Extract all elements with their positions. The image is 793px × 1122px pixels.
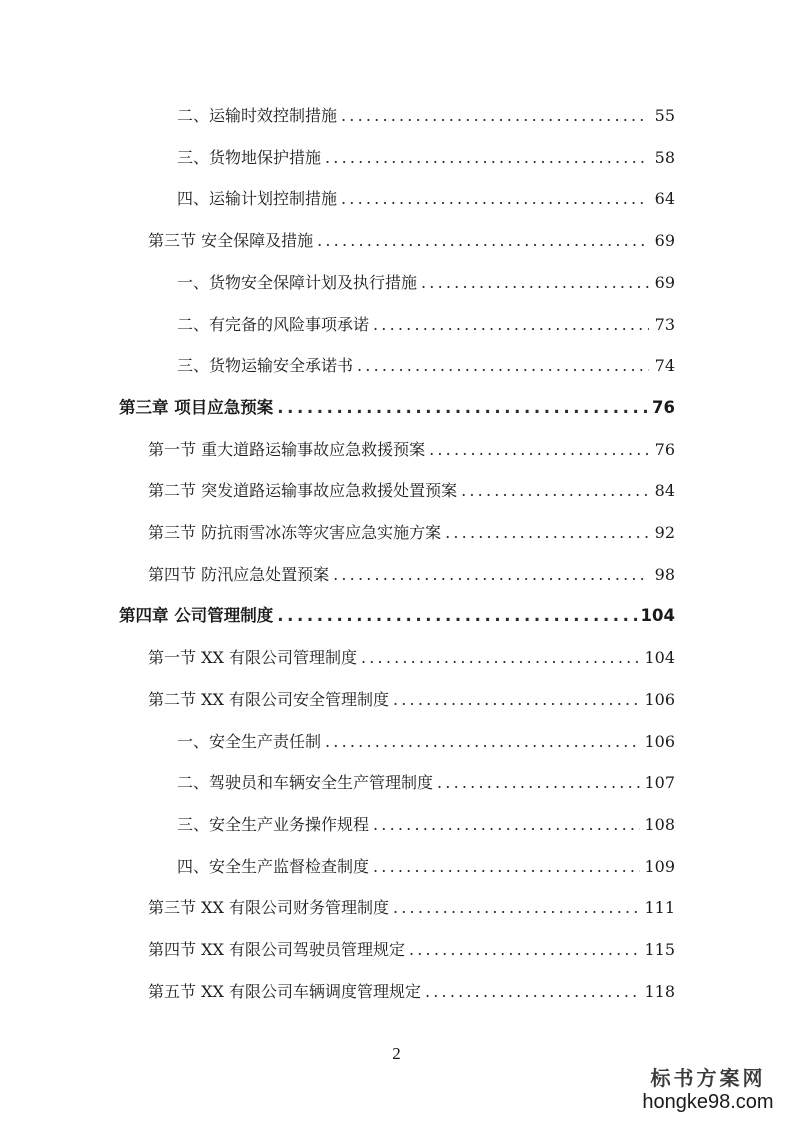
toc-dot-leader (341, 105, 649, 127)
toc-entry-page-number: 118 (644, 981, 675, 1001)
toc-subsection-entry[interactable] (177, 137, 675, 179)
toc-entry-title: 二、有完备的风险事项承诺 (177, 314, 370, 334)
toc-subsection-entry[interactable] (177, 721, 675, 763)
toc-entry-title: 第四节 防汛应急处置预案 (148, 564, 330, 584)
toc-entry-page-number: 73 (654, 314, 675, 334)
toc-entry-page-number: 106 (644, 731, 675, 751)
toc-section-entry[interactable] (148, 512, 675, 554)
toc-section-entry[interactable] (148, 220, 675, 262)
toc-entry-title: 第三节 XX 有限公司财务管理制度 (148, 898, 389, 918)
toc-entry-title: 第一节 重大道路运输事故应急救援预案 (148, 439, 426, 459)
toc-dot-leader (341, 188, 649, 210)
toc-subsection-entry[interactable] (177, 804, 675, 846)
toc-dot-leader (357, 355, 649, 377)
toc-entry-page-number: 74 (654, 356, 675, 376)
toc-entry-title: 第四章 公司管理制度 (119, 606, 274, 626)
toc-dot-leader (373, 314, 649, 336)
toc-entry-page-number: 108 (644, 814, 675, 834)
watermark-url-text: hongke98.com (642, 1091, 774, 1113)
toc-entry-title: 三、安全生产业务操作规程 (177, 814, 370, 834)
toc-entry-page-number: 69 (654, 272, 675, 292)
toc-section-entry[interactable] (148, 429, 675, 471)
toc-subsection-entry[interactable] (177, 95, 675, 137)
toc-entry-page-number: 115 (644, 940, 675, 959)
toc-section-entry[interactable] (148, 637, 675, 679)
toc-entry-page-number: 98 (654, 564, 675, 584)
toc-entry-page-number: 64 (654, 189, 675, 209)
toc-entry-title: 二、驾驶员和车辆安全生产管理制度 (177, 773, 434, 793)
toc-entry-page-number: 111 (644, 898, 675, 918)
toc-entry-page-number: 106 (644, 689, 675, 709)
toc-dot-leader (429, 439, 649, 461)
toc-dot-leader (317, 230, 649, 252)
toc-entry-page-number: 69 (654, 231, 675, 251)
toc-chapter-entry[interactable] (119, 595, 675, 637)
toc-dot-leader (333, 564, 649, 586)
toc-chapter-entry[interactable] (119, 387, 675, 429)
toc-entry-page-number: 92 (654, 523, 675, 542)
toc-entry-title: 四、安全生产监督检查制度 (177, 856, 370, 876)
site-watermark (633, 1066, 783, 1114)
toc-dot-leader (373, 814, 640, 836)
toc-entry-page-number: 58 (654, 147, 675, 167)
toc-entry-page-number: 104 (644, 648, 675, 668)
toc-entry-title: 第一节 XX 有限公司管理制度 (148, 648, 357, 668)
toc-dot-leader (437, 772, 640, 794)
toc-entry-title: 二、运输时效控制措施 (177, 106, 338, 125)
toc-section-entry[interactable] (148, 929, 675, 971)
toc-dot-leader (409, 939, 640, 961)
toc-subsection-entry[interactable] (177, 762, 675, 804)
toc-dot-leader (461, 480, 649, 502)
toc-entry-page-number: 107 (644, 773, 675, 793)
toc-dot-leader (325, 731, 640, 753)
toc-dot-leader (361, 647, 640, 669)
toc-entry-title: 三、货物地保护措施 (177, 147, 322, 167)
toc-entry-page-number: 76 (652, 397, 675, 417)
watermark-chinese-text: 标书方案网 (650, 1066, 766, 1090)
toc-dot-leader (393, 897, 640, 919)
toc-entry-title: 第二节 突发道路运输事故应急救援处置预案 (148, 481, 458, 501)
toc-entry-page-number: 55 (654, 106, 675, 125)
toc-subsection-entry[interactable] (177, 262, 675, 304)
toc-entry-title: 三、货物运输安全承诺书 (177, 356, 354, 376)
toc-section-entry[interactable] (148, 679, 675, 721)
toc-dot-leader (277, 397, 648, 419)
toc-section-entry[interactable] (148, 554, 675, 596)
toc-entry-title: 第三节 防抗雨雪冰冻等灾害应急实施方案 (148, 523, 442, 542)
toc-entry-title: 第三节 安全保障及措施 (148, 231, 314, 251)
toc-dot-leader (421, 272, 649, 294)
toc-subsection-entry[interactable] (177, 846, 675, 888)
toc-entry-title: 一、货物安全保障计划及执行措施 (177, 272, 418, 292)
toc-dot-leader (425, 981, 640, 1003)
toc-subsection-entry[interactable] (177, 345, 675, 387)
toc-entry-title: 第四节 XX 有限公司驾驶员管理规定 (148, 940, 405, 959)
toc-entry-title: 四、运输计划控制措施 (177, 189, 338, 209)
toc-entry-page-number: 76 (654, 439, 675, 459)
toc-entry-page-number: 109 (644, 856, 675, 876)
toc-subsection-entry[interactable] (177, 304, 675, 346)
toc-dot-leader (373, 856, 640, 878)
toc-entry-page-number: 84 (654, 481, 675, 501)
toc-entry-title: 一、安全生产责任制 (177, 731, 322, 751)
toc-entry-title: 第五节 XX 有限公司车辆调度管理规定 (148, 981, 421, 1001)
toc-entry-title: 第二节 XX 有限公司安全管理制度 (148, 689, 389, 709)
toc-entry-page-number: 104 (640, 606, 675, 626)
toc-dot-leader (393, 689, 640, 711)
toc-dot-leader (445, 522, 649, 544)
toc-section-entry[interactable] (148, 470, 675, 512)
toc-dot-leader (277, 605, 636, 627)
toc-dot-leader (325, 147, 649, 169)
toc-section-entry[interactable] (148, 971, 675, 1013)
toc-section-entry[interactable] (148, 887, 675, 929)
page-number: 2 (392, 1044, 401, 1063)
toc-subsection-entry[interactable] (177, 178, 675, 220)
toc-entry-title: 第三章 项目应急预案 (119, 397, 274, 417)
